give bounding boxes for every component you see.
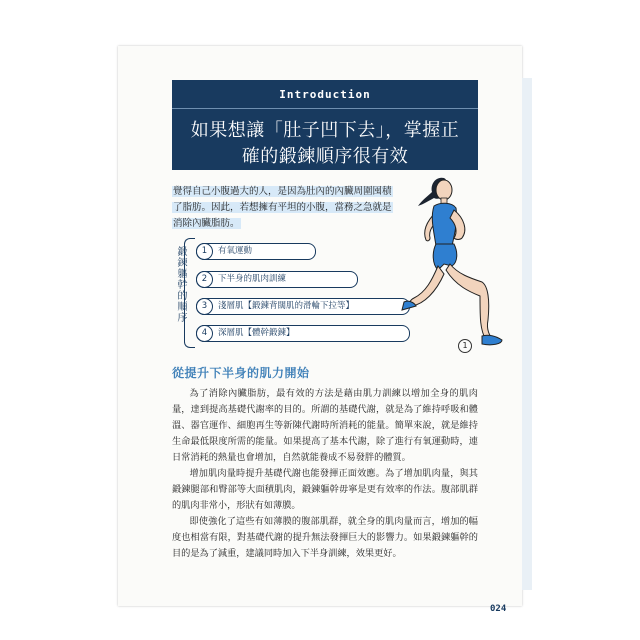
figure-number: 1	[458, 339, 472, 353]
step-item-4	[196, 325, 410, 342]
lead-text	[172, 184, 412, 232]
side-tab	[522, 78, 532, 590]
lead-line-3: 消除內臟脂肪。	[173, 218, 240, 229]
section-title: 從提升下半身的肌力開始	[172, 366, 310, 380]
paragraph-3: 即使強化了這些有如薄膜的腹部肌群，就全身的肌肉量而言，增加的幅度也相當有限，對基礎代謝的提升無法發揮巨大的影響力。如果鍛鍊軀幹的目的是為了減重，建議同時加入下半身訓練，效果更好。	[172, 516, 478, 559]
step-label-3: 淺層肌【鍛鍊背闊肌的滑輪下拉等】	[218, 301, 355, 311]
page-number: 024	[490, 604, 507, 614]
step-number-2: 2	[196, 271, 213, 288]
page-title-line1: 如果想讓「肚子凹下去」，掌握正	[190, 120, 460, 141]
step-item-2	[196, 271, 358, 288]
step-label-4: 深層肌【體幹鍛鍊】	[218, 328, 295, 338]
step-item-3	[196, 298, 410, 315]
step-item-1	[196, 243, 316, 260]
body-text	[172, 386, 478, 562]
step-number-3: 3	[196, 298, 213, 315]
running-woman-illustration	[392, 170, 512, 360]
step-label-1: 有氧運動	[218, 246, 253, 256]
step-number-4: 4	[196, 325, 213, 342]
page-title-line2: 確的鍛鍊順序很有效	[241, 146, 409, 167]
lead-line-2: 了脂肪。因此，若想擁有平坦的小腹，當務之急就是	[173, 202, 392, 213]
header-box	[172, 80, 478, 170]
step-number-1: 1	[196, 243, 213, 260]
intro-label: Introduction	[279, 88, 371, 101]
paragraph-2: 增加肌肉量時提升基礎代謝也能發揮正面效應。為了增加肌肉量，與其鍛鍊腿部和臀部等大面積肌肉，鍛鍊軀幹毋寧是更有效率的作法。腹部肌群的肌肉非常小，形狀有如薄膜。	[172, 468, 478, 511]
steps-label: 鍛鍊軀幹的順序	[175, 246, 186, 323]
header-rule	[172, 108, 478, 109]
paragraph-1: 為了消除內臟脂肪，最有效的方法是藉由肌力訓練以增加全身的肌肉量，達到提高基礎代謝率的目的。所謂的基礎代謝，就是為了維持呼吸和體溫、器官運作、細胞再生等新陳代謝時所消耗的能量。簡單來說，就是維持生命最低限度所需的能量。如果提高了基本代謝，除了進行有氧運動時，連日常消耗的熱量也會增加，自然就能養成不易發胖的體質。	[172, 388, 478, 463]
step-label-2: 下半身的肌肉訓練	[218, 274, 287, 284]
lead-line-1: 覺得自己小腹過大的人，是因為肚內的內臟周圍囤積	[173, 186, 392, 197]
